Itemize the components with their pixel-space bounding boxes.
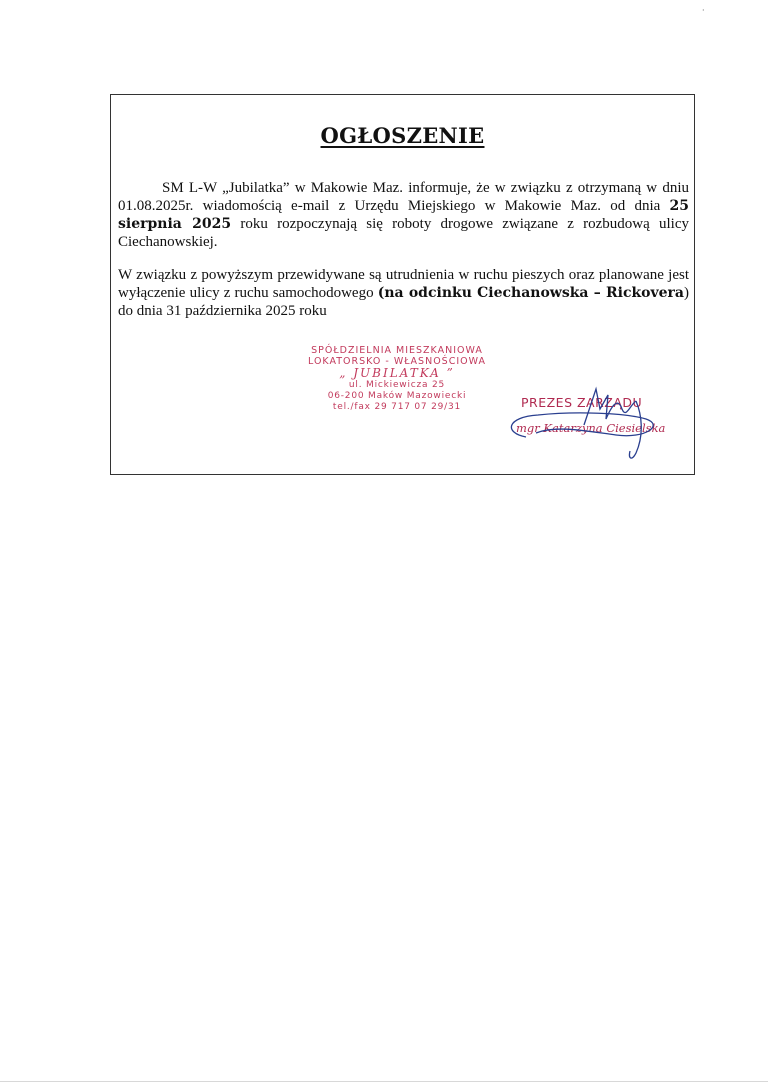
notice-title: OGŁOSZENIE — [320, 123, 485, 148]
page-bottom-edge — [0, 1081, 768, 1082]
paragraph-1-text-end: roku rozpoczynają się roboty drogowe związane z rozbudową ulicy Ciechanowskiej. — [118, 216, 689, 250]
notice-paragraph-1 — [118, 179, 689, 251]
signature-loop-stroke — [511, 413, 653, 437]
signature-name: mgr Katarzyna Ciesielska — [516, 421, 666, 435]
stamp-line-2: LOKATORSKO - WŁASNOŚCIOWA — [308, 356, 486, 367]
stamp-line-1: SPÓŁDZIELNIA MIESZKANIOWA — [311, 345, 483, 356]
work-start-date: 25 sierpnia 2025 — [118, 198, 689, 232]
stamp-street: ul. Mickiewicza 25 — [348, 380, 446, 390]
signature-main-stroke — [584, 389, 636, 425]
signature-tail-stroke — [629, 401, 641, 458]
paragraph-2-text-end: ) do dnia 31 października 2025 roku — [118, 285, 689, 319]
paragraph-2-text-start: W związku z powyższym przewidywane są utrudnienia w ruchu pieszych oraz planowane jest wyłączenie ulicy z ruchu samochodowego — [118, 267, 689, 301]
closed-road-section: (na odcinku Ciechanowska – Rickovera — [377, 285, 684, 301]
scan-corner-mark: · — [702, 6, 705, 15]
paragraph-1-text-start: SM L-W „Jubilatka” w Makowie Maz. informuje, że w związku z otrzymaną w dniu 01.08.2025r. wiadomością e-mail z Urzędu Miejskiego w Makowie Maz. od dnia — [118, 180, 689, 214]
handwritten-signature — [496, 375, 676, 465]
signature-title: PREZES ZARZĄDU — [521, 395, 643, 410]
stamp-phone: tel./fax 29 717 07 29/31 — [332, 402, 462, 412]
stamp-city: 06-200 Maków Mazowiecki — [327, 391, 467, 401]
notice-paragraph-2 — [118, 266, 689, 320]
cooperative-stamp — [297, 345, 497, 413]
notice-frame — [110, 94, 695, 475]
stamp-cooperative-name: „ JUBILATKA ” — [339, 366, 455, 380]
